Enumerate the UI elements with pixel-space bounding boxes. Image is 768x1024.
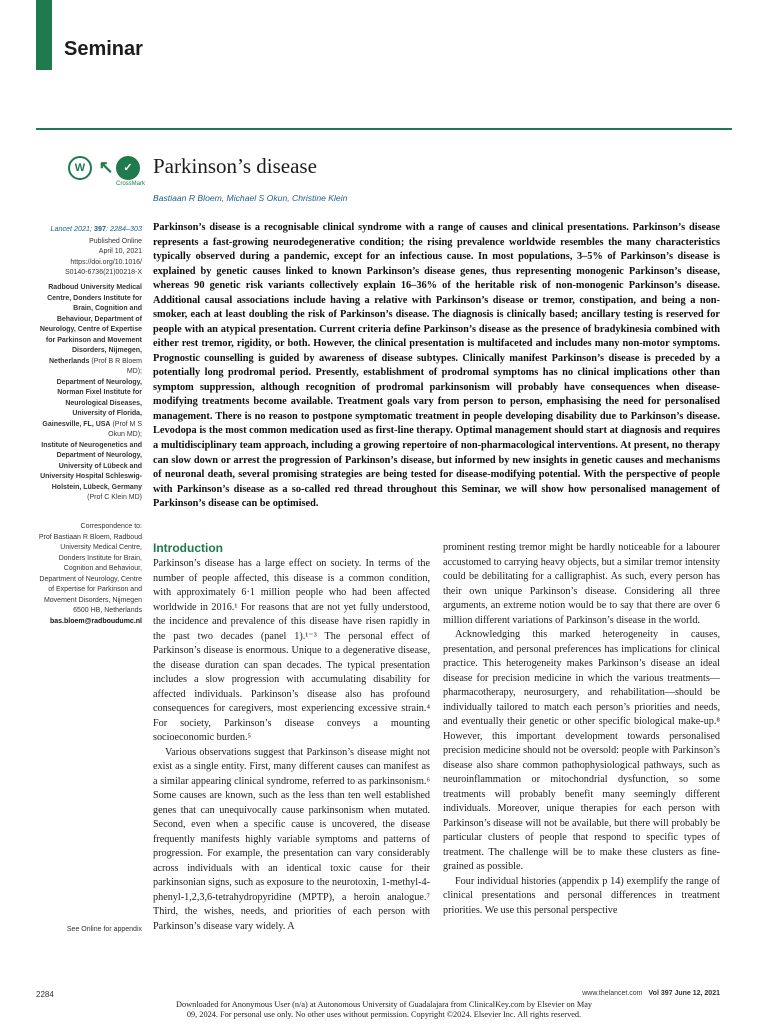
journal-volume: Vol 397 June 12, 2021 (648, 990, 720, 997)
correspondence-label: Correspondence to: (80, 523, 142, 530)
author-list[interactable]: Bastiaan R Bloem, Michael S Okun, Christine Klein (153, 193, 348, 203)
doi-link-continued[interactable]: S0140-6736(21)00218-X (64, 269, 142, 276)
section-marker-bar (36, 0, 52, 70)
body-column-right (443, 541, 720, 918)
cursor-icon: ↖ (98, 157, 114, 177)
body-paragraph: Various observations suggest that Parkinson’s disease might not exist as a single entity. First, many different causes can manifest as a similar appearing clinical syndrome, referred to as parkinsonism.⁶ Some causes are known, such as the less than ten well established genes that can unequivocally cause parkinsonism when mutated. Second, even when a specific cause is uncovered, the disease frequently manifests highly variable symptoms and patterns of progression. For example, the presentation can vary considerably across individuals with an identical toxic cause for their parkinsonian signs, such as exposure to the neurotoxin, 1-methyl-4-phenyl-1,2,3,6-tetrahydropyridine (MPTP), a heroin analogue.⁷ Third, the wishes, needs, and priorities of each person with Parkinson’s disease vary widely. A (153, 746, 430, 932)
page-number: 2284 (36, 990, 54, 999)
body-paragraph: Four individual histories (appendix p 14) exemplify the range of clinical presentations and personal differences in treatment priorities. We use this personal perspective (443, 875, 720, 916)
body-paragraph: prominent resting tremor might be hardly noticeable for a labourer accustomed to carrying heavy objects, but a similar tremor intensity could be debilitating for a calligraphist. As such, every person has their own unique Parkinson’s disease. Considering all three arguments, an extreme notion would be to say that there are over 6 million different variations of Parkinson’s disease in the world. (443, 542, 720, 626)
download-notice-line: Downloaded for Anonymous User (n/a) at Autonomous University of Guadalajara from ClinicalKey.com by Elsevier on May (175, 1000, 593, 1009)
journal-website[interactable]: www.thelancet.com (582, 990, 643, 997)
body-paragraph: Acknowledging this marked heterogeneity in causes, presentation, and personal preferences has implications for clinical practice. This heterogeneity makes Parkinson’s disease an ideal disease for precision medicine in which the various treatments—pharmacotherapy, neurosurgery, and rehabilitation—should be individually tailored to match each person’s priorities and needs, and eventually their genetic or other specific biological make-up.⁸ However, this important development towards personalised precision medicine should not be oversold: people with Parkinson’s disease also share common pathophysiological pathways, such as neuroinflammation or mitochondrial dysfunction, so some treatments will probably benefit many seemingly different individuals. Moreover, unique therapies for each person with Parkinson’s disease will not be available, but there will probably be particular clusters of people that respond to specific types of treatment. The challenge will be to make these clusters as fine-grained as possible. (443, 629, 720, 872)
see-online-note[interactable]: See Online for appendix (66, 926, 142, 933)
crossmark-logo[interactable] (68, 154, 144, 190)
affiliation: Radboud University Medical Centre, Donders Institute for Brain, Cognition and Behaviour, Department of Neurology, Centre of Expertise for Parkinson and Movement Disorders, Nijmegen, Netherlands (Prof B R Bloem MD); (39, 284, 142, 375)
bookmark-icon: ✓ (116, 156, 140, 180)
affiliation: Department of Neurology, Norman Fixel Institute for Neurological Diseases, University of Florida, Gainesville, FL, USA (Prof M S Okun MD); (42, 378, 142, 438)
summary-abstract: Parkinson’s disease is a recognisable clinical syndrome with a range of causes and clinical presentations. Parkinson’s disease represents a fast-growing neurodegenerative condition; the rising prevalence worldwide resembles the many characteristics typically observed during a pandemic, except for an infectious cause. In most populations, 3–5% of Parkinson’s disease is explained by genetic causes linked to known Parkinson’s disease genes, thus representing monogenic Parkinson’s disease, whereas 90 genetic risk variants collectively explain 16–36% of the heritable risk of non-monogenic Parkinson’s disease. Additional causal associations include having a relative with Parkinson’s disease or tremor, constipation, and being a non-smoker, each at least doubling the risk of Parkinson’s disease. The diagnosis is clinically based; ancillary testing is reserved for people with an atypical presentation. Current criteria define Parkinson’s disease as the presence of bradykinesia combined with either rest tremor, rigidity, or both. However, the clinical presentation is multifaceted and includes many non-motor symptoms. Prognostic counselling is guided by awareness of disease subtypes. Clinically manifest Parkinson’s disease is preceded by a potentially long prodromal period. Presently, establishment of prodromal symptoms has no clinical implications other than symptom suppression, although recognition of prodromal parkinsonism will probably have consequences when disease-modifying treatments become available. Treatment goals vary from person to person, emphasising the need for personalised management. There is no reason to postpone symptomatic treatment in people developing disability due to Parkinson’s disease. Levodopa is the most common medication used as first-line therapy. Optimal management should start at diagnosis and requires a multidisciplinary team approach, including a growing repertoire of non-pharmacological interventions. At present, no therapy can slow down or arrest the progression of Parkinson’s disease, but informed by new insights in genetic causes and mechanisms of neuronal death, several promising strategies are being tested for disease-modifying potential. With the perspective of people with Parkinson’s disease as a so-called red thread throughout this Seminar, we will show how personalised management of Parkinson’s disease can be optimised. (153, 222, 720, 510)
affiliation: Institute of Neurogenetics and Department of Neurology, University of Lübeck and University Hospital Schleswig-Holstein, Lübeck, Germany (Prof C Klein MD) (40, 441, 142, 501)
doi-link[interactable]: https://doi.org/10.1016/ (70, 258, 142, 266)
published-date: April 10, 2021 (98, 248, 142, 255)
crossmark-circle-icon: W (68, 156, 92, 180)
article-info-sidebar (36, 224, 142, 279)
correspondence-email[interactable]: bas.bloem@radboudumc.nl (49, 617, 142, 625)
published-label: Published Online (89, 237, 142, 245)
download-notice-line: 09, 2024. For personal use only. No other uses without permission. Copyright ©2024. Elsevier Inc. All rights reserved. (186, 1010, 582, 1019)
affiliations (36, 283, 142, 504)
citation[interactable]: Lancet 2021; 397: 2284–303 (50, 224, 142, 233)
article-title: Parkinson’s disease (153, 154, 317, 178)
header-rule (36, 128, 732, 130)
section-label: Seminar (64, 38, 143, 60)
body-paragraph: Parkinson’s disease has a large effect on society. In terms of the number of people affected, this disease is a common condition, with approximately 6·1 million people who had been affected worldwide in 2016.¹ For reasons that are not yet fully understood, the incidence and prevalence of this disease have risen rapidly in the past two decades (panel 1).¹⁻³ The personal effect of Parkinson’s disease is enormous. Unique to a degenerative disease, the disease duration can span decades. The typical presentation includes a slow progression with accumulating disability for affected individuals. Parkinson’s disease also has profound consequences for caregivers, most experiencing excessive strain.⁴ For society, Parkinson’s disease conveys a mounting socioeconomic burden.⁵ (153, 558, 430, 743)
crossmark-label: CrossMark (116, 181, 146, 187)
journal-footer (582, 990, 720, 997)
correspondence (36, 522, 142, 627)
download-notice (100, 1000, 668, 1020)
body-column-left (153, 541, 430, 934)
correspondence-address: Prof Bastiaan R Bloem, Radboud University Medical Centre, Donders Institute for Brain, Cognition and Behaviour, Department of Neurology, Centre of Expertise for Parkinson and Movement Disorders, Nijmegen 6500 HB, Netherlands (38, 533, 142, 614)
section-heading-introduction: Introduction (153, 541, 223, 555)
